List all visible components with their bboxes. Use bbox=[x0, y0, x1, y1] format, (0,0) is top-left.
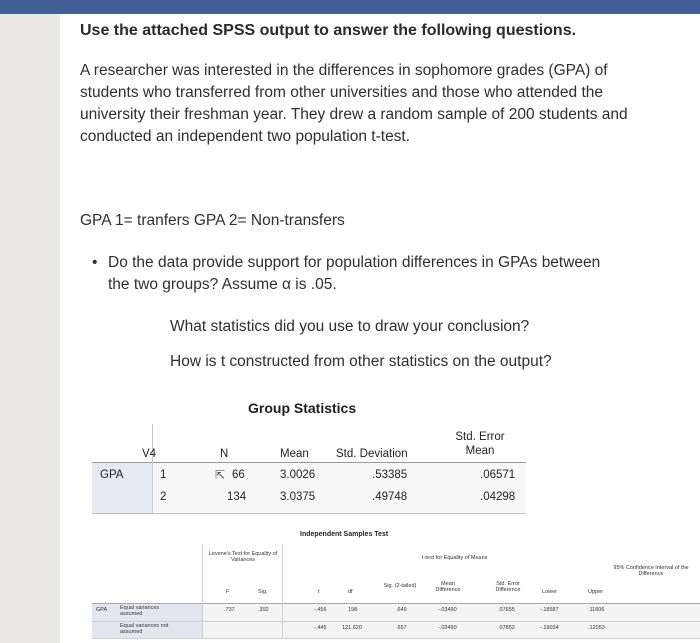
scenario-paragraph: A researcher was interested in the differences in sophomore grades (GPA) of students who transferred from other universities and those who attended the university their freshman year. They drew a random sample of 200 students and conducted an independent two population t-test. bbox=[80, 62, 628, 145]
mouse-cursor-icon: ⇱ bbox=[215, 468, 226, 482]
col-std-error-difference: Std. Error Difference bbox=[495, 581, 521, 593]
neq-se-diff: .07852 bbox=[498, 625, 515, 631]
group-1-label: 1 bbox=[160, 469, 167, 481]
neq-upper: .12053 bbox=[588, 625, 605, 631]
neq-mean-diff: -.03490 bbox=[438, 625, 457, 631]
left-margin bbox=[0, 14, 60, 643]
row-label-gpa: GPA bbox=[100, 469, 124, 481]
eq-sig2: .649 bbox=[396, 607, 407, 613]
neq-sig2: .657 bbox=[396, 625, 407, 631]
header-std-deviation: Std. Deviation bbox=[336, 448, 408, 460]
group-2-label: 2 bbox=[160, 491, 167, 503]
row-equal-assumed-label: Equal variances assumed bbox=[120, 605, 160, 617]
eq-lower: -.18587 bbox=[540, 607, 559, 613]
eq-se-diff: .07655 bbox=[498, 607, 515, 613]
group-1-sd: .53385 bbox=[372, 469, 408, 481]
neq-t: -.445 bbox=[314, 625, 327, 631]
ist-row-label-gpa: GPA bbox=[96, 607, 108, 613]
group-statistics-table bbox=[92, 424, 526, 514]
col-t: t bbox=[318, 589, 320, 595]
eq-upper: .11606 bbox=[588, 607, 605, 613]
neq-lower: -.19034 bbox=[540, 625, 559, 631]
levene-sig: .392 bbox=[258, 607, 269, 613]
col-df: df bbox=[348, 589, 353, 595]
sub-question-2: How is t constructed from other statistics on the output? bbox=[170, 353, 552, 370]
ci-header: 95% Confidence Interval of the Difference bbox=[613, 565, 689, 577]
independent-samples-table bbox=[92, 545, 700, 639]
col-lower: Lower bbox=[542, 589, 557, 595]
value-area bbox=[152, 462, 526, 514]
gpa-coding-note: GPA 1= tranfers GPA 2= Non-transfers bbox=[80, 212, 345, 229]
bullet-question-text: Do the data provide support for population differences in GPAs between the two groups? Assume α is .05. bbox=[108, 254, 601, 293]
group-2-sd: .49748 bbox=[372, 491, 408, 503]
col-upper: Upper bbox=[588, 589, 603, 595]
col-sig-2-tailed: Sig. (2-tailed) bbox=[383, 583, 417, 589]
eq-df: 198 bbox=[348, 607, 358, 613]
col-sig: Sig. bbox=[258, 589, 268, 595]
group-1-n: 66 bbox=[232, 469, 245, 481]
group-2-n: 134 bbox=[227, 491, 247, 503]
top-header-strip bbox=[0, 0, 700, 14]
eq-t: -.456 bbox=[314, 607, 327, 613]
neq-df: 121.620 bbox=[342, 625, 362, 631]
levene-f: .737 bbox=[224, 607, 235, 613]
header-n: N bbox=[220, 448, 229, 460]
header-mean: Mean bbox=[280, 448, 309, 460]
levene-header: Levene's Test for Equality of Variances bbox=[208, 551, 278, 563]
question-heading: Use the attached SPSS output to answer the following questions. bbox=[80, 22, 577, 39]
col-mean-difference: Mean Difference bbox=[435, 581, 461, 593]
row-equal-not-assumed-label: Equal variances not assumed bbox=[120, 623, 169, 635]
group-statistics-title: Group Statistics bbox=[248, 400, 357, 416]
col-f: F bbox=[226, 589, 230, 595]
group-2-mean: 3.0375 bbox=[280, 491, 316, 503]
group-1-se: .06571 bbox=[480, 469, 516, 481]
independent-samples-title: Independent Samples Test bbox=[300, 531, 389, 538]
sub-question-1: What statistics did you use to draw your conclusion? bbox=[170, 318, 530, 335]
group-2-se: .04298 bbox=[480, 491, 516, 503]
bullet-icon: • bbox=[92, 254, 98, 271]
group-1-mean: 3.0026 bbox=[280, 469, 316, 481]
ttest-header: t-test for Equality of Means bbox=[422, 555, 488, 561]
header-v4: V4 bbox=[142, 448, 157, 460]
eq-mean-diff: -.03490 bbox=[438, 607, 457, 613]
header-std-error-mean: Std. Error Mean bbox=[455, 431, 505, 457]
